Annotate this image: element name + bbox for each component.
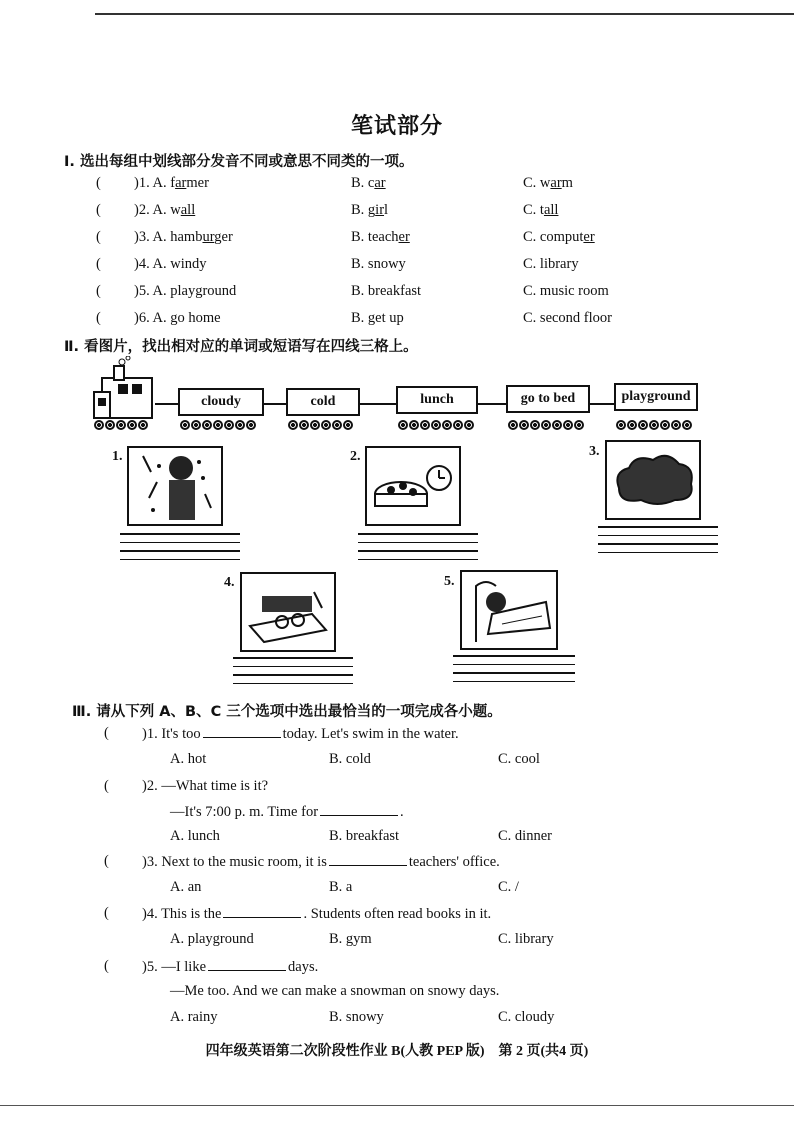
option-c[interactable]: C. cool bbox=[498, 751, 540, 767]
q1-option-b-pre: B. g bbox=[351, 202, 376, 218]
section1-heading: Ⅰ. 选出每组中划线部分发音不同或意思不同类的一项。 bbox=[64, 154, 414, 170]
section2-heading: Ⅱ. 看图片，找出相对应的单词或短语写在四线三格上。 bbox=[64, 339, 418, 355]
line2-text: —It's 7:00 p. m. Time for bbox=[170, 804, 319, 820]
q1-option-c-underlined: all bbox=[543, 202, 559, 218]
picture-number-4: 4. bbox=[224, 575, 235, 590]
q1-option-b-post: l bbox=[384, 202, 389, 218]
writing-lines-3[interactable] bbox=[598, 526, 718, 556]
option-b[interactable]: B. cold bbox=[329, 751, 371, 767]
q1-option-c-pre: C. w bbox=[523, 175, 551, 191]
q1-option-a-num: )6. A. bbox=[134, 310, 167, 326]
q1-option-a-post: mer bbox=[186, 175, 209, 191]
answer-bracket[interactable]: ( bbox=[96, 229, 101, 245]
q1-option-b bbox=[351, 202, 388, 219]
question-text: )1. It's too bbox=[142, 726, 201, 742]
picture-cloudy bbox=[605, 440, 701, 520]
q1-option-a-num: )5. A. bbox=[134, 283, 167, 299]
answer-bracket[interactable]: ( bbox=[104, 905, 109, 921]
q1-option-c bbox=[523, 310, 612, 327]
loco-wheels bbox=[94, 420, 148, 434]
q1-option-a-pre: f bbox=[166, 175, 176, 191]
answer-bracket[interactable]: ( bbox=[96, 175, 101, 191]
q1-option-b-pre: B. snowy bbox=[351, 256, 406, 272]
answer-blank[interactable] bbox=[203, 725, 281, 738]
q1-option-a-underlined: ur bbox=[202, 229, 215, 245]
q1-option-a-pre: windy bbox=[166, 256, 207, 272]
q1-option-a bbox=[134, 256, 207, 273]
question-text: )2. —What time is it? bbox=[142, 778, 269, 794]
writing-lines-5[interactable] bbox=[453, 655, 575, 685]
q1-option-a-pre: playground bbox=[166, 283, 237, 299]
playground-icon bbox=[242, 574, 334, 650]
page-footer: 四年级英语第二次阶段性作业 B(人教 PEP 版) 第 2 页(共4 页) bbox=[205, 1044, 589, 1059]
section3-heading: Ⅲ. 请从下列 A、B、C 三个选项中选出最恰当的一项完成各小题。 bbox=[72, 704, 502, 720]
option-a[interactable]: A. playground bbox=[170, 931, 254, 947]
writing-lines-1[interactable] bbox=[120, 533, 240, 563]
q1-option-b bbox=[351, 175, 386, 192]
option-b[interactable]: B. gym bbox=[329, 931, 372, 947]
q1-option-c bbox=[523, 229, 595, 246]
question-2-line2 bbox=[170, 803, 404, 821]
q1-option-b-underlined: ar bbox=[374, 175, 386, 191]
q1-option-c-pre: C. music room bbox=[523, 283, 609, 299]
option-c[interactable]: C. cloudy bbox=[498, 1009, 555, 1025]
q1-option-a-num: )3. A. bbox=[134, 229, 167, 245]
option-a[interactable]: A. rainy bbox=[170, 1009, 218, 1025]
answer-bracket[interactable]: ( bbox=[104, 778, 109, 794]
q1-option-c bbox=[523, 175, 573, 192]
bottom-rule bbox=[0, 1105, 794, 1106]
q1-option-c-underlined: er bbox=[583, 229, 595, 245]
q1-option-a-post: ger bbox=[214, 229, 233, 245]
question-text-post: days. bbox=[288, 959, 319, 975]
answer-bracket[interactable]: ( bbox=[104, 725, 109, 741]
picture-number-2: 2. bbox=[350, 449, 361, 464]
q1-option-c-post: m bbox=[561, 175, 573, 191]
line2-text-post: . bbox=[400, 804, 404, 820]
option-c[interactable]: C. library bbox=[498, 931, 554, 947]
q1-option-a-pre: go home bbox=[166, 310, 221, 326]
picture-cold bbox=[127, 446, 223, 526]
q1-option-a bbox=[134, 310, 221, 327]
q1-option-c-pre: C. comput bbox=[523, 229, 584, 245]
q1-option-a-pre: w bbox=[166, 202, 181, 218]
picture-go-to-bed bbox=[460, 570, 558, 650]
q1-option-c-pre: C. second floor bbox=[523, 310, 612, 326]
picture-number-1: 1. bbox=[112, 449, 123, 464]
bed-icon bbox=[462, 572, 556, 648]
option-b[interactable]: B. breakfast bbox=[329, 828, 400, 844]
q1-option-b bbox=[351, 310, 404, 327]
question-text-post: today. Let's swim in the water. bbox=[282, 726, 459, 742]
q1-option-a bbox=[134, 229, 233, 246]
q1-option-c-pre: C. t bbox=[523, 202, 544, 218]
q1-option-a-pre: hamb bbox=[166, 229, 203, 245]
writing-lines-2[interactable] bbox=[358, 533, 478, 563]
writing-lines-4[interactable] bbox=[233, 657, 353, 687]
q1-option-b-underlined: er bbox=[398, 229, 410, 245]
q1-option-b bbox=[351, 229, 410, 246]
q1-option-a-underlined: all bbox=[180, 202, 196, 218]
q1-option-a bbox=[134, 202, 195, 219]
q1-option-b-pre: B. breakfast bbox=[351, 283, 422, 299]
question-1-stem bbox=[142, 725, 459, 743]
option-b[interactable]: B. snowy bbox=[329, 1009, 384, 1025]
option-a[interactable]: A. an bbox=[170, 879, 202, 895]
train-car-2: cold bbox=[286, 388, 360, 416]
q1-option-a bbox=[134, 283, 236, 300]
q1-option-c-underlined: ar bbox=[550, 175, 562, 191]
q1-option-b-underlined: ir bbox=[375, 202, 385, 218]
question-5-stem bbox=[142, 958, 318, 976]
q1-option-a-underlined: ar bbox=[175, 175, 187, 191]
question-text-post: . Students often read books in it. bbox=[303, 906, 492, 922]
question-text: )3. Next to the music room, it is bbox=[142, 854, 327, 870]
answer-bracket[interactable]: ( bbox=[104, 853, 109, 869]
answer-bracket[interactable]: ( bbox=[96, 283, 101, 299]
question-text: )4. This is the bbox=[142, 906, 222, 922]
q1-option-b bbox=[351, 256, 406, 273]
train-car-4: go to bed bbox=[506, 385, 590, 413]
q1-option-b-pre: B. teach bbox=[351, 229, 399, 245]
q1-option-b-pre: B. get up bbox=[351, 310, 404, 326]
page-title: 笔试部分 bbox=[350, 114, 443, 139]
answer-bracket[interactable]: ( bbox=[96, 202, 101, 218]
food-clock-icon bbox=[367, 448, 459, 524]
picture-number-5: 5. bbox=[444, 574, 455, 589]
picture-lunch bbox=[365, 446, 461, 526]
picture-playground bbox=[240, 572, 336, 652]
q1-option-a bbox=[134, 175, 209, 192]
train-car-3: lunch bbox=[396, 386, 478, 414]
option-b[interactable]: B. a bbox=[329, 879, 353, 895]
question-2-stem bbox=[142, 778, 268, 795]
q1-option-c bbox=[523, 202, 558, 219]
answer-bracket[interactable]: ( bbox=[96, 310, 101, 326]
option-c[interactable]: C. / bbox=[498, 879, 519, 895]
q1-option-b bbox=[351, 283, 421, 300]
cloud-icon bbox=[607, 442, 699, 518]
q1-option-a-num: )2. A. bbox=[134, 202, 167, 218]
train-car-1: cloudy bbox=[178, 388, 264, 416]
cold-person-icon bbox=[129, 448, 221, 524]
answer-blank[interactable] bbox=[320, 803, 398, 816]
q1-option-c bbox=[523, 283, 609, 300]
q1-option-c-pre: C. library bbox=[523, 256, 579, 272]
train-car-5: playground bbox=[614, 383, 698, 411]
answer-blank[interactable] bbox=[329, 853, 407, 866]
answer-bracket[interactable]: ( bbox=[96, 256, 101, 272]
answer-blank[interactable] bbox=[208, 958, 286, 971]
q1-option-c bbox=[523, 256, 579, 273]
q1-option-b-pre: B. c bbox=[351, 175, 375, 191]
option-a[interactable]: A. hot bbox=[170, 751, 207, 767]
question-5-line2: —Me too. And we can make a snowman on snowy days. bbox=[170, 983, 500, 999]
option-c[interactable]: C. dinner bbox=[498, 828, 552, 844]
question-4-stem bbox=[142, 905, 491, 923]
question-text: )5. —I like bbox=[142, 959, 207, 975]
picture-number-3: 3. bbox=[589, 444, 600, 459]
q1-option-a-num: )1. A. bbox=[134, 175, 167, 191]
answer-bracket[interactable]: ( bbox=[104, 958, 109, 974]
top-rule bbox=[95, 13, 794, 15]
question-3-stem bbox=[142, 853, 500, 871]
question-text-post: teachers' office. bbox=[408, 854, 500, 870]
answer-blank[interactable] bbox=[223, 905, 301, 918]
q1-option-a-num: )4. A. bbox=[134, 256, 167, 272]
option-a[interactable]: A. lunch bbox=[170, 828, 220, 844]
